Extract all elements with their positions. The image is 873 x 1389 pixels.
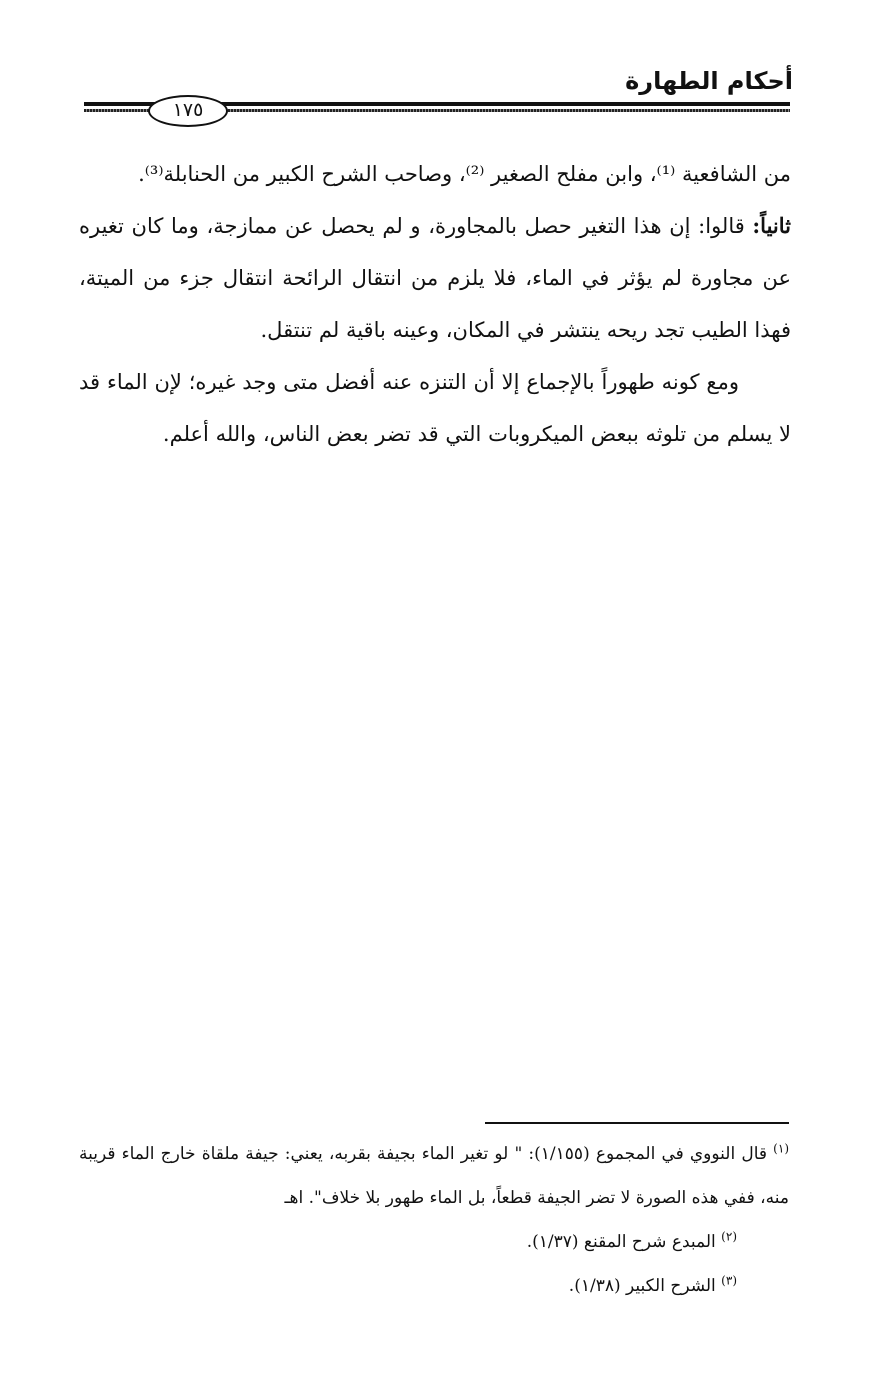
footnote-2 <box>79 1220 789 1264</box>
footnote-1 <box>79 1132 789 1220</box>
paragraph-1: من الشافعية ⁽¹⁾، وابن مفلح الصغير ⁽²⁾، وصاحب الشرح الكبير من الحنابلة⁽³⁾. <box>138 162 791 186</box>
footnote-3-text: الشرح الكبير (١/٣٨). <box>568 1276 716 1296</box>
body-text <box>79 148 791 460</box>
running-title: أحكام الطهارة <box>625 67 793 95</box>
footnote-3 <box>79 1264 789 1308</box>
footnote-2-text: المبدع شرح المقنع (١/٣٧). <box>526 1232 716 1252</box>
paragraph-2-lead: ثانياً: <box>752 213 791 238</box>
paragraph-3: ومع كونه طهوراً بالإجماع إلا أن التنزه عنه أفضل متى وجد غيره؛ لإن الماء قد لا يسلم من تلوثه ببعض الميكروبات التي قد تضر بعض الناس، والله أعلم. <box>79 370 791 446</box>
paragraph-2-text: قالوا: إن هذا التغير حصل بالمجاورة، و لم يحصل عن ممازجة، وما كان تغيره عن مجاورة لم يؤثر في الماء، فلا يلزم من انتقال الرائحة انتقال جزء من الميتة، فهذا الطيب تجد ريحه ينتشر في المكان، وعينه باقية لم تنتقل. <box>79 214 791 342</box>
footnote-1-mark: (١) <box>773 1141 789 1156</box>
footnote-1-text: قال النووي في المجموع (١/١٥٥): " لو تغير الماء بجيفة بقربه، يعني: جيفة ملقاة خارج الماء قريبة منه، ففي هذه الصورة لا تضر الجيفة قطعاً، بل الماء طهور بلا خلاف". اهـ <box>79 1144 789 1208</box>
footnotes <box>79 1132 789 1308</box>
page-number: ١٧٥ <box>148 95 228 127</box>
footnote-separator <box>485 1122 789 1124</box>
footnote-2-mark: (٢) <box>721 1229 737 1244</box>
footnote-3-mark: (٣) <box>721 1273 737 1288</box>
paragraph-2 <box>79 200 791 356</box>
